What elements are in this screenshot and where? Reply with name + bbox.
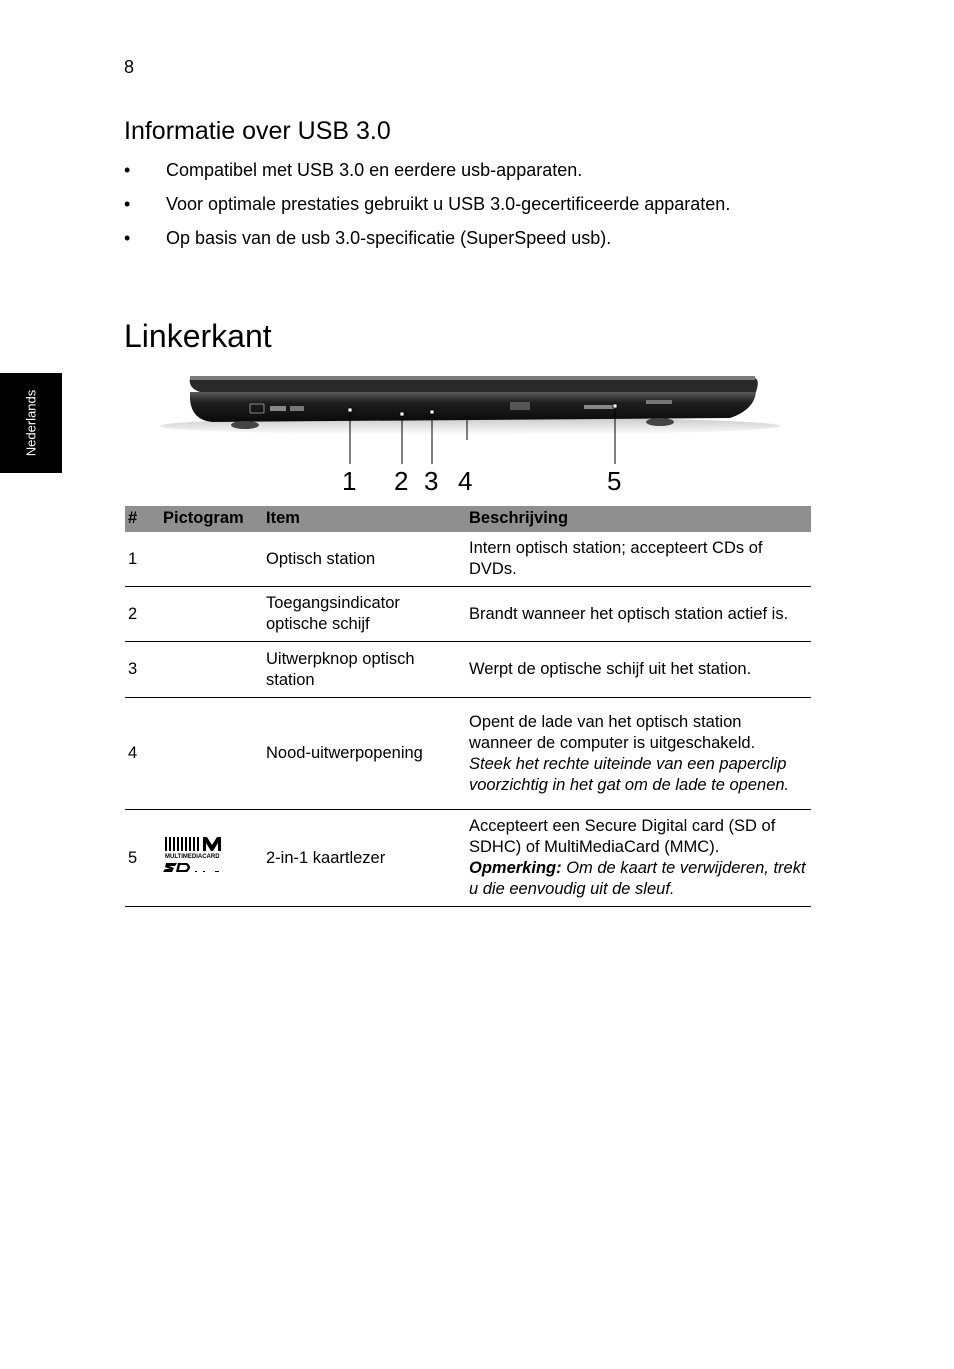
table-row [125,698,811,810]
header-item: Item [263,506,466,532]
row-description: Brandt wanneer het optisch station actief is. [466,587,811,642]
list-item: • Compatibel met USB 3.0 en eerdere usb-apparaten. [124,160,583,180]
mmc-logo-text: MULTIMEDIACARD [165,854,220,860]
header-pictogram: Pictogram [160,506,263,532]
list-item: • Voor optimale prestaties gebruikt u USB 3.0-gecertificeerde apparaten. [124,194,731,214]
side-tab-label: Nederlands [23,389,39,457]
row-pictogram [160,532,263,587]
description-text: Accepteert een Secure Digital card (SD of SDHC) of MultiMediaCard (MMC). [469,817,776,856]
bullet-icon: • [124,228,131,248]
callout-1: 1 [342,466,357,496]
row-description: Werpt de optische schijf uit het station. [466,642,811,698]
callout-3: 3 [424,466,439,496]
row-description [466,810,811,907]
note-text: Om de kaart te verwijderen, trekt u die eenvoudig uit de sleuf. [469,859,806,898]
table-row [125,642,811,698]
row-pictogram [160,642,263,698]
bullet-icon: • [124,160,131,180]
row-number: 5 [125,810,160,907]
row-pictogram [160,587,263,642]
description-note: Steek het rechte uiteinde van een paperclip voorzichtig in het gat om de lade te openen. [469,754,790,794]
row-number: 4 [125,698,160,810]
row-pictogram [160,698,263,810]
description-text: Opent de lade van het optisch station wanneer de computer is uitgeschakeld. [469,712,756,752]
callout-4: 4 [458,466,473,496]
description-note [469,858,807,900]
row-pictogram [160,810,263,907]
table-header-row [125,506,811,532]
row-description [466,698,811,810]
row-item: Optisch station [263,532,466,587]
row-item: 2-in-1 kaartlezer [263,810,466,907]
callout-5: 5 [607,466,622,496]
table-row [125,810,811,907]
list-item: • Op basis van de usb 3.0-specificatie (SuperSpeed usb). [124,228,612,248]
page-number: 8 [124,57,135,77]
row-item: Nood-uitwerpopening [263,698,466,810]
table-row [125,587,811,642]
ports-table [125,506,811,907]
header-number: # [125,506,160,532]
row-item: Uitwerpknop optisch station [263,642,466,698]
section-title: Linkerkant [124,318,272,354]
bullet-icon: • [124,194,131,214]
row-number: 2 [125,587,160,642]
sd-mmc-card-icon [163,835,225,875]
language-side-tab [0,373,62,473]
note-label: Opmerking: [469,859,562,877]
row-item: Toegangsindicator optische schijf [263,587,466,642]
table-row [125,532,811,587]
row-description: Intern optisch station; accepteert CDs of DVDs. [466,532,811,587]
usb-bullet-list [124,158,764,260]
usb-heading: Informatie over USB 3.0 [124,117,391,145]
callout-2: 2 [394,466,409,496]
laptop-left-side-figure [150,370,790,500]
row-number: 1 [125,532,160,587]
row-number: 3 [125,642,160,698]
header-description: Beschrijving [466,506,811,532]
